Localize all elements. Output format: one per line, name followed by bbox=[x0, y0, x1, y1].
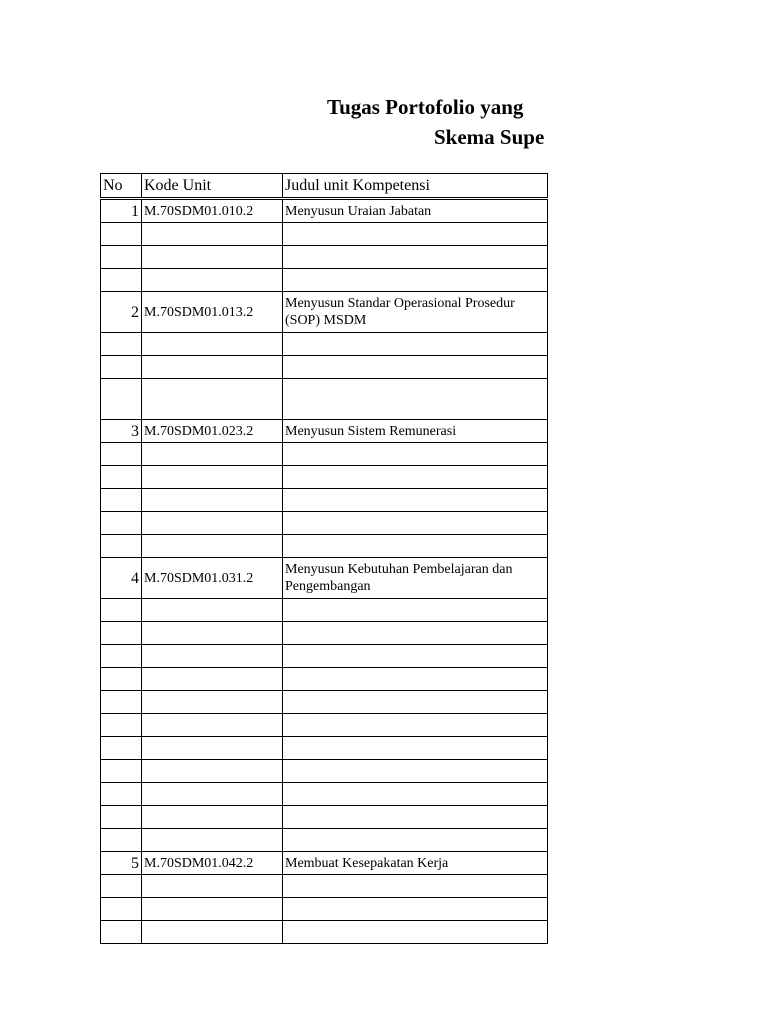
cell-kode-unit bbox=[142, 443, 283, 466]
cell-judul-unit bbox=[283, 356, 548, 379]
table-row bbox=[101, 898, 548, 921]
cell-judul-unit bbox=[283, 489, 548, 512]
table-row bbox=[101, 535, 548, 558]
cell-kode-unit bbox=[142, 806, 283, 829]
table-row bbox=[101, 292, 548, 333]
cell-kode-unit bbox=[142, 246, 283, 269]
table-row bbox=[101, 443, 548, 466]
cell-kode-unit bbox=[142, 921, 283, 944]
table-row bbox=[101, 420, 548, 443]
cell-no bbox=[101, 921, 142, 944]
cell-kode-unit bbox=[142, 737, 283, 760]
cell-kode-unit bbox=[142, 535, 283, 558]
cell-no bbox=[101, 691, 142, 714]
cell-kode-unit: M.70SDM01.010.2 bbox=[142, 199, 283, 223]
table-row bbox=[101, 691, 548, 714]
cell-no: 3 bbox=[101, 420, 142, 443]
cell-no bbox=[101, 645, 142, 668]
cell-no bbox=[101, 443, 142, 466]
cell-judul-unit: Menyusun Standar Operasional Prosedur (SOP) MSDM bbox=[283, 292, 548, 333]
cell-judul-unit bbox=[283, 806, 548, 829]
cell-kode-unit bbox=[142, 379, 283, 420]
cell-kode-unit bbox=[142, 599, 283, 622]
table-row bbox=[101, 379, 548, 420]
column-header-kode-unit: Kode Unit bbox=[142, 174, 283, 199]
cell-kode-unit: M.70SDM01.013.2 bbox=[142, 292, 283, 333]
cell-judul-unit bbox=[283, 512, 548, 535]
cell-no: 5 bbox=[101, 852, 142, 875]
table-row bbox=[101, 558, 548, 599]
cell-kode-unit bbox=[142, 269, 283, 292]
cell-judul-unit bbox=[283, 466, 548, 489]
cell-kode-unit bbox=[142, 829, 283, 852]
cell-judul-unit bbox=[283, 875, 548, 898]
table-row bbox=[101, 737, 548, 760]
table-row bbox=[101, 645, 548, 668]
cell-no bbox=[101, 269, 142, 292]
cell-kode-unit: M.70SDM01.042.2 bbox=[142, 852, 283, 875]
document-title: Tugas Portofolio yang bbox=[327, 95, 524, 119]
cell-kode-unit bbox=[142, 668, 283, 691]
cell-no bbox=[101, 356, 142, 379]
cell-judul-unit bbox=[283, 223, 548, 246]
cell-kode-unit bbox=[142, 466, 283, 489]
cell-kode-unit bbox=[142, 356, 283, 379]
table-row bbox=[101, 806, 548, 829]
column-header-judul-unit: Judul unit Kompetensi bbox=[283, 174, 548, 199]
cell-no bbox=[101, 379, 142, 420]
cell-no bbox=[101, 737, 142, 760]
cell-kode-unit bbox=[142, 691, 283, 714]
cell-judul-unit bbox=[283, 760, 548, 783]
cell-judul-unit bbox=[283, 829, 548, 852]
table-row bbox=[101, 246, 548, 269]
cell-judul-unit bbox=[283, 379, 548, 420]
table-row bbox=[101, 829, 548, 852]
cell-judul-unit bbox=[283, 668, 548, 691]
cell-kode-unit bbox=[142, 645, 283, 668]
cell-no bbox=[101, 760, 142, 783]
cell-kode-unit bbox=[142, 512, 283, 535]
table-row bbox=[101, 921, 548, 944]
cell-judul-unit bbox=[283, 246, 548, 269]
cell-kode-unit bbox=[142, 875, 283, 898]
cell-judul-unit bbox=[283, 737, 548, 760]
cell-kode-unit bbox=[142, 333, 283, 356]
table-row bbox=[101, 875, 548, 898]
cell-no bbox=[101, 535, 142, 558]
cell-judul-unit bbox=[283, 645, 548, 668]
table-row bbox=[101, 223, 548, 246]
cell-no bbox=[101, 333, 142, 356]
table-row bbox=[101, 333, 548, 356]
cell-judul-unit: Menyusun Kebutuhan Pembelajaran dan Pengembangan bbox=[283, 558, 548, 599]
table-row bbox=[101, 269, 548, 292]
cell-no bbox=[101, 599, 142, 622]
cell-judul-unit bbox=[283, 783, 548, 806]
table-row bbox=[101, 199, 548, 223]
cell-no: 2 bbox=[101, 292, 142, 333]
cell-no bbox=[101, 829, 142, 852]
cell-judul-unit bbox=[283, 714, 548, 737]
cell-judul-unit bbox=[283, 599, 548, 622]
table-header-row bbox=[101, 174, 548, 199]
table-row bbox=[101, 599, 548, 622]
cell-judul-unit: Menyusun Sistem Remunerasi bbox=[283, 420, 548, 443]
table-row bbox=[101, 760, 548, 783]
cell-judul-unit bbox=[283, 443, 548, 466]
cell-no bbox=[101, 512, 142, 535]
cell-judul-unit bbox=[283, 921, 548, 944]
table-row bbox=[101, 668, 548, 691]
cell-kode-unit: M.70SDM01.023.2 bbox=[142, 420, 283, 443]
cell-no: 4 bbox=[101, 558, 142, 599]
table-row bbox=[101, 622, 548, 645]
cell-kode-unit bbox=[142, 783, 283, 806]
cell-no bbox=[101, 806, 142, 829]
table-row bbox=[101, 466, 548, 489]
competency-table bbox=[100, 173, 548, 944]
cell-judul-unit bbox=[283, 269, 548, 292]
cell-judul-unit: Menyusun Uraian Jabatan bbox=[283, 199, 548, 223]
cell-no bbox=[101, 875, 142, 898]
cell-kode-unit bbox=[142, 489, 283, 512]
cell-no bbox=[101, 489, 142, 512]
table-row bbox=[101, 783, 548, 806]
cell-kode-unit bbox=[142, 714, 283, 737]
table-row bbox=[101, 852, 548, 875]
cell-no bbox=[101, 466, 142, 489]
cell-kode-unit bbox=[142, 223, 283, 246]
table-row bbox=[101, 356, 548, 379]
cell-judul-unit bbox=[283, 691, 548, 714]
cell-no bbox=[101, 246, 142, 269]
cell-judul-unit bbox=[283, 898, 548, 921]
cell-no bbox=[101, 714, 142, 737]
cell-judul-unit bbox=[283, 535, 548, 558]
column-header-no: No bbox=[101, 174, 142, 199]
cell-judul-unit bbox=[283, 622, 548, 645]
cell-kode-unit: M.70SDM01.031.2 bbox=[142, 558, 283, 599]
cell-no bbox=[101, 668, 142, 691]
table-row bbox=[101, 489, 548, 512]
cell-no bbox=[101, 622, 142, 645]
table-row bbox=[101, 512, 548, 535]
table-row bbox=[101, 714, 548, 737]
document-subtitle: Skema Supe bbox=[434, 125, 545, 149]
cell-kode-unit bbox=[142, 622, 283, 645]
cell-judul-unit bbox=[283, 333, 548, 356]
cell-no bbox=[101, 898, 142, 921]
cell-no bbox=[101, 223, 142, 246]
cell-judul-unit: Membuat Kesepakatan Kerja bbox=[283, 852, 548, 875]
cell-no: 1 bbox=[101, 199, 142, 223]
cell-kode-unit bbox=[142, 898, 283, 921]
cell-no bbox=[101, 783, 142, 806]
cell-kode-unit bbox=[142, 760, 283, 783]
